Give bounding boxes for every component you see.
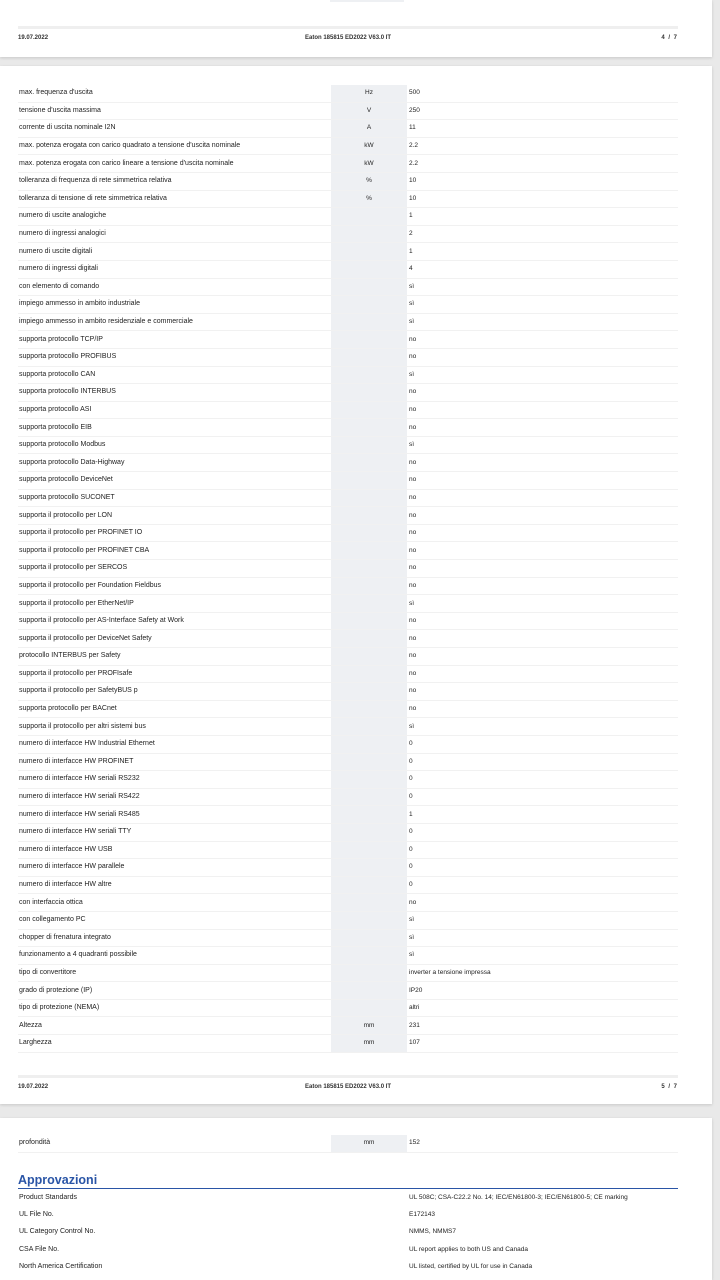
document-page-5 <box>0 66 712 1104</box>
row-unit <box>331 348 407 366</box>
row-value: no <box>407 542 678 560</box>
table-row <box>18 366 678 384</box>
table-row <box>18 630 678 648</box>
table-row <box>18 982 678 1000</box>
cut-off-table-row <box>18 0 678 4</box>
row-value: no <box>407 612 678 630</box>
table-row <box>18 102 678 120</box>
row-value: no <box>407 419 678 437</box>
row-value: sì <box>407 313 678 331</box>
row-unit <box>331 1189 407 1206</box>
row-value: 2.2 <box>407 137 678 155</box>
row-label: UL Category Control No. <box>19 1228 96 1236</box>
table-row <box>18 454 678 472</box>
row-unit <box>331 735 407 753</box>
table-row <box>18 278 678 296</box>
row-label: numero di interfacce HW seriali RS422 <box>18 788 331 806</box>
table-row <box>18 507 678 525</box>
table-row <box>18 419 678 437</box>
row-unit <box>331 718 407 736</box>
row-value: no <box>407 665 678 683</box>
row-value: no <box>407 401 678 419</box>
row-unit <box>331 947 407 965</box>
row-label: North America Certification <box>19 1263 103 1271</box>
row-value: no <box>407 331 678 349</box>
row-value: 0 <box>407 876 678 894</box>
spec-table <box>18 85 678 1053</box>
row-unit <box>331 454 407 472</box>
table-row <box>18 1241 678 1258</box>
row-value: sì <box>407 278 678 296</box>
row-unit <box>331 384 407 402</box>
table-row <box>18 85 678 102</box>
row-value: sì <box>407 718 678 736</box>
table-row <box>18 331 678 349</box>
row-value: UL report applies to both US and Canada <box>409 1245 529 1253</box>
document-page-4-fragment <box>0 0 712 57</box>
table-row <box>18 700 678 718</box>
row-label: Product Standards <box>19 1193 77 1201</box>
row-value: no <box>407 348 678 366</box>
table-row <box>18 313 678 331</box>
footer-document-id: Eaton 185815 ED2022 V63.0 IT <box>305 1084 392 1090</box>
row-value: no <box>407 577 678 595</box>
row-unit: mm <box>331 1017 407 1035</box>
row-label: supporta protocollo DeviceNet <box>18 472 331 490</box>
table-row <box>18 436 678 454</box>
row-unit <box>331 595 407 613</box>
row-label: con interfaccia ottica <box>18 894 331 912</box>
row-unit <box>331 1224 407 1241</box>
row-unit: mm <box>331 1035 407 1053</box>
row-value: sì <box>407 911 678 929</box>
row-unit <box>331 577 407 595</box>
row-label: max. frequenza d'uscita <box>18 85 331 102</box>
table-row <box>18 401 678 419</box>
row-value: NMMS, NMMS7 <box>409 1228 456 1236</box>
row-label: tipo di protezione (NEMA) <box>18 999 331 1017</box>
row-label: grado di protezione (IP) <box>18 982 331 1000</box>
table-row <box>18 155 678 173</box>
table-row <box>18 753 678 771</box>
row-value: 4 <box>407 260 678 278</box>
row-unit <box>331 507 407 525</box>
document-page-6 <box>0 1118 712 1280</box>
row-unit <box>331 1206 407 1223</box>
row-unit <box>331 260 407 278</box>
table-row <box>18 876 678 894</box>
row-label: supporta protocollo per BACnet <box>18 700 331 718</box>
row-unit <box>331 771 407 789</box>
table-row <box>18 612 678 630</box>
row-unit <box>331 489 407 507</box>
row-value: 152 <box>407 1135 678 1152</box>
row-label: chopper di frenatura integrato <box>18 929 331 947</box>
page-footer <box>18 26 678 41</box>
row-unit <box>331 472 407 490</box>
row-label: numero di interfacce HW seriali RS232 <box>18 771 331 789</box>
row-label: supporta il protocollo per PROFINET CBA <box>18 542 331 560</box>
table-row <box>18 1206 678 1223</box>
table-row <box>18 718 678 736</box>
row-unit <box>331 366 407 384</box>
table-row <box>18 648 678 666</box>
row-value: altri <box>407 999 678 1017</box>
row-label: UL File No. <box>19 1211 54 1219</box>
unit-cell-bg <box>330 0 404 2</box>
row-value: UL 508C; CSA-C22.2 No. 14; IEC/EN61800-3; IEC/EN61800-5; CE marking <box>409 1193 628 1201</box>
row-label: numero di interfacce HW PROFINET <box>18 753 331 771</box>
row-unit <box>331 560 407 578</box>
row-unit <box>331 208 407 226</box>
row-value: sì <box>407 436 678 454</box>
table-row <box>18 1224 678 1241</box>
row-unit: kW <box>331 137 407 155</box>
row-value: no <box>407 524 678 542</box>
row-unit <box>331 313 407 331</box>
row-label: max. potenza erogata con carico lineare a tensione d'uscita nominale <box>18 155 331 173</box>
row-value: no <box>407 489 678 507</box>
row-label: supporta il protocollo per DeviceNet Safety <box>18 630 331 648</box>
table-row <box>18 120 678 138</box>
row-unit <box>331 964 407 982</box>
row-unit: A <box>331 120 407 138</box>
footer-date: 19.07.2022 <box>18 35 49 41</box>
row-label: numero di uscite digitali <box>18 243 331 261</box>
row-label: supporta protocollo Data-Highway <box>18 454 331 472</box>
table-row <box>18 348 678 366</box>
row-label: supporta il protocollo per LON <box>18 507 331 525</box>
table-row <box>18 964 678 982</box>
row-label: impiego ammesso in ambito residenziale e commerciale <box>18 313 331 331</box>
table-row <box>18 859 678 877</box>
table-row <box>18 947 678 965</box>
row-value: no <box>407 648 678 666</box>
row-label: supporta protocollo SUCONET <box>18 489 331 507</box>
row-label: numero di uscite analogiche <box>18 208 331 226</box>
row-label: tensione d'uscita massima <box>18 102 331 120</box>
row-value: sì <box>407 929 678 947</box>
table-row <box>18 595 678 613</box>
row-unit <box>331 401 407 419</box>
row-unit <box>331 665 407 683</box>
row-value: 0 <box>407 771 678 789</box>
row-unit: V <box>331 102 407 120</box>
table-row <box>18 542 678 560</box>
row-unit <box>331 524 407 542</box>
row-unit <box>331 1241 407 1258</box>
row-unit <box>331 612 407 630</box>
row-label: numero di interfacce HW seriali RS485 <box>18 806 331 824</box>
table-row <box>18 560 678 578</box>
row-value: 11 <box>407 120 678 138</box>
row-unit <box>331 225 407 243</box>
row-label: supporta protocollo ASI <box>18 401 331 419</box>
row-value: 0 <box>407 841 678 859</box>
row-label: supporta il protocollo per AS-Interface Safety at Work <box>18 612 331 630</box>
row-label: supporta protocollo CAN <box>18 366 331 384</box>
row-value: sì <box>407 296 678 314</box>
row-value: no <box>407 454 678 472</box>
row-value: sì <box>407 366 678 384</box>
row-value: 1 <box>407 806 678 824</box>
table-row <box>18 208 678 226</box>
footer-date: 19.07.2022 <box>18 1084 49 1090</box>
row-label: CSA File No. <box>19 1245 60 1253</box>
table-row <box>18 260 678 278</box>
table-row <box>18 489 678 507</box>
row-value: 2 <box>407 225 678 243</box>
row-label: protocollo INTERBUS per Safety <box>18 648 331 666</box>
row-unit <box>331 982 407 1000</box>
row-unit <box>331 788 407 806</box>
row-value: inverter a tensione impressa <box>407 964 678 982</box>
row-label: funzionamento a 4 quadranti possibile <box>18 947 331 965</box>
table-row <box>18 243 678 261</box>
table-row <box>18 190 678 208</box>
row-unit <box>331 841 407 859</box>
row-unit <box>331 683 407 701</box>
row-value: sì <box>407 947 678 965</box>
row-value: no <box>407 560 678 578</box>
row-label: supporta il protocollo per SafetyBUS p <box>18 683 331 701</box>
row-unit <box>331 331 407 349</box>
table-row <box>18 841 678 859</box>
row-label: tolleranza di frequenza di rete simmetrica relativa <box>18 172 331 190</box>
row-label: numero di ingressi digitali <box>18 260 331 278</box>
table-row <box>18 929 678 947</box>
row-label: supporta protocollo EIB <box>18 419 331 437</box>
row-unit <box>331 243 407 261</box>
row-label: numero di ingressi analogici <box>18 225 331 243</box>
row-unit <box>331 753 407 771</box>
row-label: supporta il protocollo per Foundation Fieldbus <box>18 577 331 595</box>
table-row <box>18 806 678 824</box>
table-row <box>18 384 678 402</box>
row-label: supporta il protocollo per SERCOS <box>18 560 331 578</box>
row-value: no <box>407 894 678 912</box>
row-unit <box>331 806 407 824</box>
row-label: max. potenza erogata con carico quadrato a tensione d'uscita nominale <box>18 137 331 155</box>
row-label: tolleranza di tensione di rete simmetrica relativa <box>18 190 331 208</box>
row-value: 0 <box>407 859 678 877</box>
row-unit <box>331 278 407 296</box>
table-row <box>18 823 678 841</box>
row-unit <box>331 700 407 718</box>
row-label: supporta protocollo TCP/IP <box>18 331 331 349</box>
row-value: E172143 <box>409 1211 436 1219</box>
row-value: 1 <box>407 208 678 226</box>
table-row <box>18 1035 678 1053</box>
row-label: supporta il protocollo per PROFIsafe <box>18 665 331 683</box>
table-row <box>18 225 678 243</box>
row-value: 0 <box>407 753 678 771</box>
row-unit <box>331 648 407 666</box>
footer-page-number: 5 / 7 <box>661 1084 678 1090</box>
row-value: no <box>407 700 678 718</box>
row-value: UL listed, certified by UL for use in Canada <box>409 1263 533 1271</box>
row-unit: mm <box>331 1135 407 1152</box>
row-value: 250 <box>407 102 678 120</box>
row-unit <box>331 419 407 437</box>
table-row <box>18 1017 678 1035</box>
table-row <box>18 999 678 1017</box>
row-label: supporta protocollo PROFIBUS <box>18 348 331 366</box>
table-row <box>18 524 678 542</box>
row-value: no <box>407 630 678 648</box>
row-label: supporta protocollo INTERBUS <box>18 384 331 402</box>
footer-document-id: Eaton 185815 ED2022 V63.0 IT <box>305 35 392 41</box>
row-value: no <box>407 472 678 490</box>
row-label: profondità <box>18 1135 331 1152</box>
table-row <box>18 1259 678 1276</box>
spec-table-continued <box>18 1135 678 1153</box>
row-label: supporta protocollo Modbus <box>18 436 331 454</box>
row-label: supporta il protocollo per EtherNet/IP <box>18 595 331 613</box>
row-label: numero di interfacce HW Industrial Ethernet <box>18 735 331 753</box>
row-label: con elemento di comando <box>18 278 331 296</box>
row-value: 10 <box>407 172 678 190</box>
row-value: 10 <box>407 190 678 208</box>
row-unit: % <box>331 190 407 208</box>
row-unit <box>331 999 407 1017</box>
table-row <box>18 788 678 806</box>
row-unit <box>331 859 407 877</box>
page-footer <box>18 1075 678 1090</box>
row-label: supporta il protocollo per altri sistemi bus <box>18 718 331 736</box>
table-row <box>18 683 678 701</box>
row-label: supporta il protocollo per PROFINET IO <box>18 524 331 542</box>
section-title-approvals: Approvazioni <box>18 1173 98 1187</box>
table-row <box>18 577 678 595</box>
row-value: sì <box>407 595 678 613</box>
row-unit: kW <box>331 155 407 173</box>
table-row <box>18 296 678 314</box>
table-row <box>18 894 678 912</box>
row-unit: Hz <box>331 85 407 102</box>
table-row <box>18 735 678 753</box>
approvals-table <box>18 1189 678 1276</box>
table-row <box>18 665 678 683</box>
table-row <box>18 771 678 789</box>
row-label: Larghezza <box>18 1035 331 1053</box>
row-unit <box>331 823 407 841</box>
row-label: numero di interfacce HW parallele <box>18 859 331 877</box>
footer-page-number: 4 / 7 <box>661 35 678 41</box>
row-value: 0 <box>407 788 678 806</box>
row-value: 0 <box>407 823 678 841</box>
table-row <box>18 172 678 190</box>
row-label: numero di interfacce HW USB <box>18 841 331 859</box>
row-unit <box>331 1259 407 1276</box>
table-row <box>18 137 678 155</box>
row-unit <box>331 929 407 947</box>
row-value: 107 <box>407 1035 678 1053</box>
row-unit <box>331 436 407 454</box>
row-unit <box>331 296 407 314</box>
row-label: con collegamento PC <box>18 911 331 929</box>
row-unit: % <box>331 172 407 190</box>
row-unit <box>331 894 407 912</box>
row-value: 0 <box>407 735 678 753</box>
row-value: no <box>407 683 678 701</box>
row-label: tipo di convertitore <box>18 964 331 982</box>
row-value: no <box>407 507 678 525</box>
row-value: 2.2 <box>407 155 678 173</box>
row-label: Altezza <box>18 1017 331 1035</box>
table-row <box>18 1135 678 1152</box>
row-label: numero di interfacce HW altre <box>18 876 331 894</box>
row-value: 231 <box>407 1017 678 1035</box>
row-value: 500 <box>407 85 678 102</box>
table-row <box>18 911 678 929</box>
row-value: no <box>407 384 678 402</box>
row-value: 1 <box>407 243 678 261</box>
row-label: corrente di uscita nominale I2N <box>18 120 331 138</box>
table-row <box>18 472 678 490</box>
table-row <box>18 1189 678 1206</box>
row-label: impiego ammesso in ambito industriale <box>18 296 331 314</box>
row-unit <box>331 542 407 560</box>
row-unit <box>331 630 407 648</box>
row-unit <box>331 876 407 894</box>
row-label: numero di interfacce HW seriali TTY <box>18 823 331 841</box>
row-unit <box>331 911 407 929</box>
row-value: IP20 <box>407 982 678 1000</box>
